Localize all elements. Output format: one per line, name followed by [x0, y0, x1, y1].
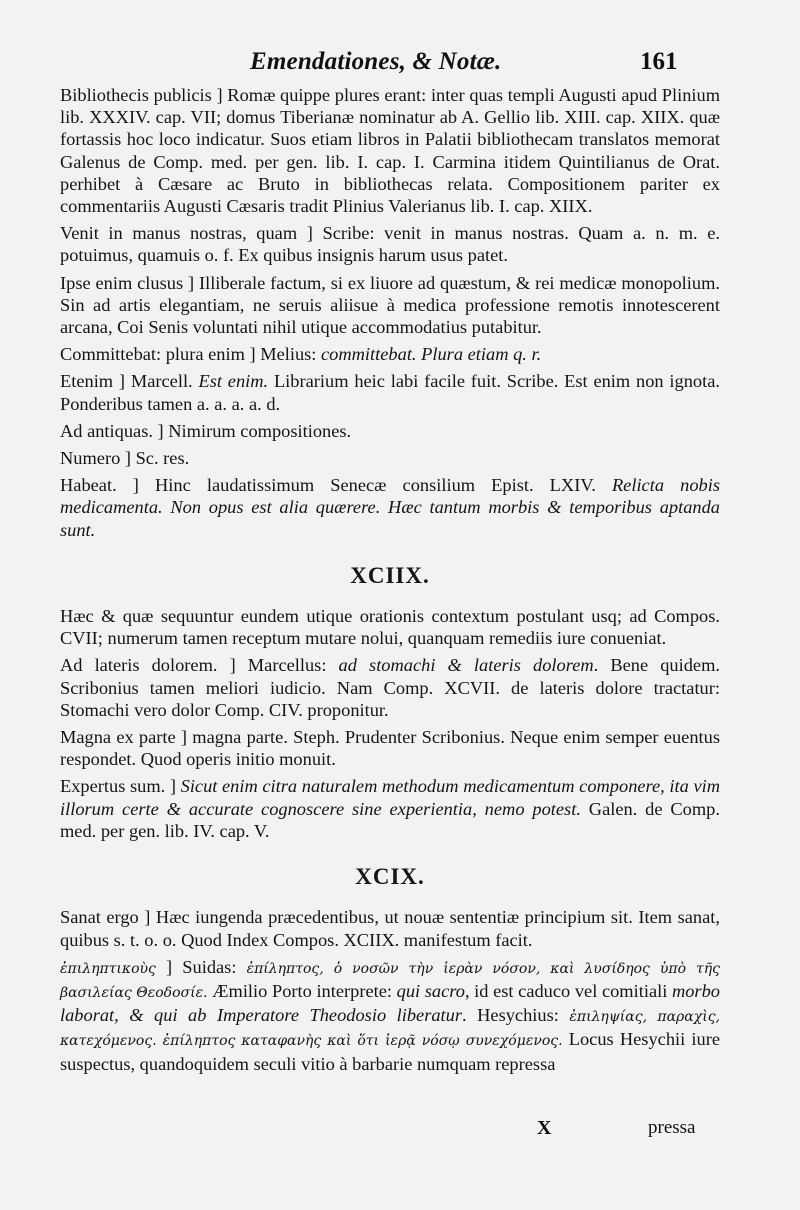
italic-text: qui sacro [396, 980, 465, 1001]
italic-text: morbo laborat, & qui ab Imperatore Theodosio liberatur [60, 980, 720, 1026]
note-paragraph [60, 726, 720, 770]
page-number: 161 [640, 48, 678, 75]
note-paragraph [60, 775, 720, 842]
note-paragraph: Bibliothecis publicis ] Romæ quippe plures erant: inter quas templi Augusti apud Plinium lib. XXXIV. cap. VII; domus Tiberianæ nominatur ab A. Gellio lib. XIII. cap. XIIX. quæ fortassis hoc loco indicatur. Suos etiam libros in Palatii bibliothecam translatos memorat Galenus de Comp. med. per gen. lib. I. cap. I. Carmina itidem Quintilianus de Orat. perhibet à Cæsare ac Bruto in bibliothecas relata. Compositionem pariter ex commentariis Augusti Cæsaris tradit Plinius Valerianus lib. I. cap. XIIX. [60, 85, 720, 217]
note-line [60, 447, 720, 469]
lemma-text: Ad antiquas. ] Nimirum compositiones. [60, 420, 352, 441]
section-heading: XCIIX. [350, 562, 430, 588]
note-paragraph [60, 605, 720, 649]
page-header [0, 44, 800, 84]
note-line [60, 420, 720, 442]
lemma-text: Etenim ] Marcell. [60, 371, 199, 392]
note-line [60, 343, 720, 365]
running-title: Emendationes, & Notæ. [250, 48, 502, 75]
note-text: Magna ex parte ] magna parte. Steph. Prudenter Scribonius. Neque enim semper euentus respondet. Quod operis initio monuit. [60, 727, 720, 770]
catchword: pressa [648, 1117, 696, 1138]
note-paragraph: Ipse enim clusus ] Illiberale factum, si ex liuore ad quæstum, & rei medicæ monopolium. Sin ad artis elegantiam, ne seruis aliisue à medica professione remotis innotescerent arcana, Coi Senis voluntati nihil utique accommodatius putabitur. [60, 272, 720, 338]
lemma-text: Habeat. ] Hinc laudatissimum Senecæ consilium Epist. LXIV. [60, 475, 612, 496]
note-text: . Bene quidem. Scribonius tamen meliori iudicio. Nam Comp. XCVII. de lateris dolore tractatur: Stomachi vero dolor Comp. CIV. proponitur. [60, 655, 720, 720]
italic-text: committebat. Plura etiam q. r. [321, 344, 542, 365]
italic-text: Est enim. [198, 371, 269, 392]
note-paragraph [60, 654, 720, 721]
note-text: , id est caduco vel comitiali [464, 980, 672, 1001]
note-text: ] Suidas: [155, 956, 247, 977]
italic-text: Relicta nobis medicamenta. Non opus est alia quærere. Hæc tantum morbis & temporibus aptanda sunt. [60, 475, 720, 540]
note-text: Hæc & quæ sequuntur eundem utique orationis contextum postulant usq; ad Compos. CVII; numerum tamen receptum mutare nolui, quanquam remediis iure conueniat. [60, 606, 720, 649]
note-paragraph: Sanat ergo ] Hæc iungenda præcedentibus, ut nouæ sententiæ principium sit. Item sanat, quibus s. t. o. o. Quod Index Compos. XCIIX. manifestum facit. [60, 907, 720, 950]
signature-mark: X [537, 1117, 552, 1139]
section-heading: XCIX. [355, 864, 425, 890]
note-text: Æmilio Porto interprete: [207, 980, 397, 1001]
note-text: Locus Hesychii iure suspectus, quandoquidem seculi vitio à barbarie numquam repressa [60, 1029, 721, 1074]
note-paragraph: Venit in manus nostras, quam ] Scribe: venit in manus nostras. Quam a. n. m. e. potuimus, quamuis o. f. Ex quibus insignis harum usus patet. [60, 223, 720, 266]
greek-text: ἐπιληπτικοὺς [60, 960, 156, 977]
lemma-text: Numero ] Sc. res. [60, 448, 190, 469]
greek-text: ἐπίληπτος, ὁ νοσῶν τὴν ἱερὰν νόσον, καὶ λυσίδηος ὑπὸ τῆς βασιλείας Θεοδοσίε. [60, 960, 721, 1001]
lemma-text: Ad lateris dolorem. ] Marcellus: [60, 655, 339, 676]
note-text: Galen. de Comp. med. per gen. lib. IV. cap. V. [60, 798, 720, 841]
note-line [60, 474, 720, 541]
italic-text: ad stomachi & lateris dolorem [338, 655, 594, 676]
note-line [60, 370, 720, 414]
greek-text: ἐπιληψίας, παραχὶς, κατεχόμενος. ἐπίληπτος καταφανὴς καὶ ὅτι ἱερᾷ νόσῳ συνεχόμενος. [60, 1009, 720, 1050]
note-paragraph [60, 956, 720, 1075]
page-footer [0, 1115, 800, 1155]
lemma-text: Expertus sum. ] [60, 776, 181, 797]
page-body [60, 84, 720, 1080]
note-text: Librarium heic labi facile fuit. Scribe. Est enim non ignota. Ponderibus tamen a. a. a. a. d. [60, 371, 720, 414]
lemma-text: Committebat: plura enim ] Melius: [60, 344, 322, 365]
italic-text: Sicut enim citra naturalem methodum medicamentum componere, ita vim illorum certe & accurate cognoscere sine experientia, nemo potest. [60, 776, 720, 819]
note-text: . Hesychius: [462, 1005, 570, 1026]
